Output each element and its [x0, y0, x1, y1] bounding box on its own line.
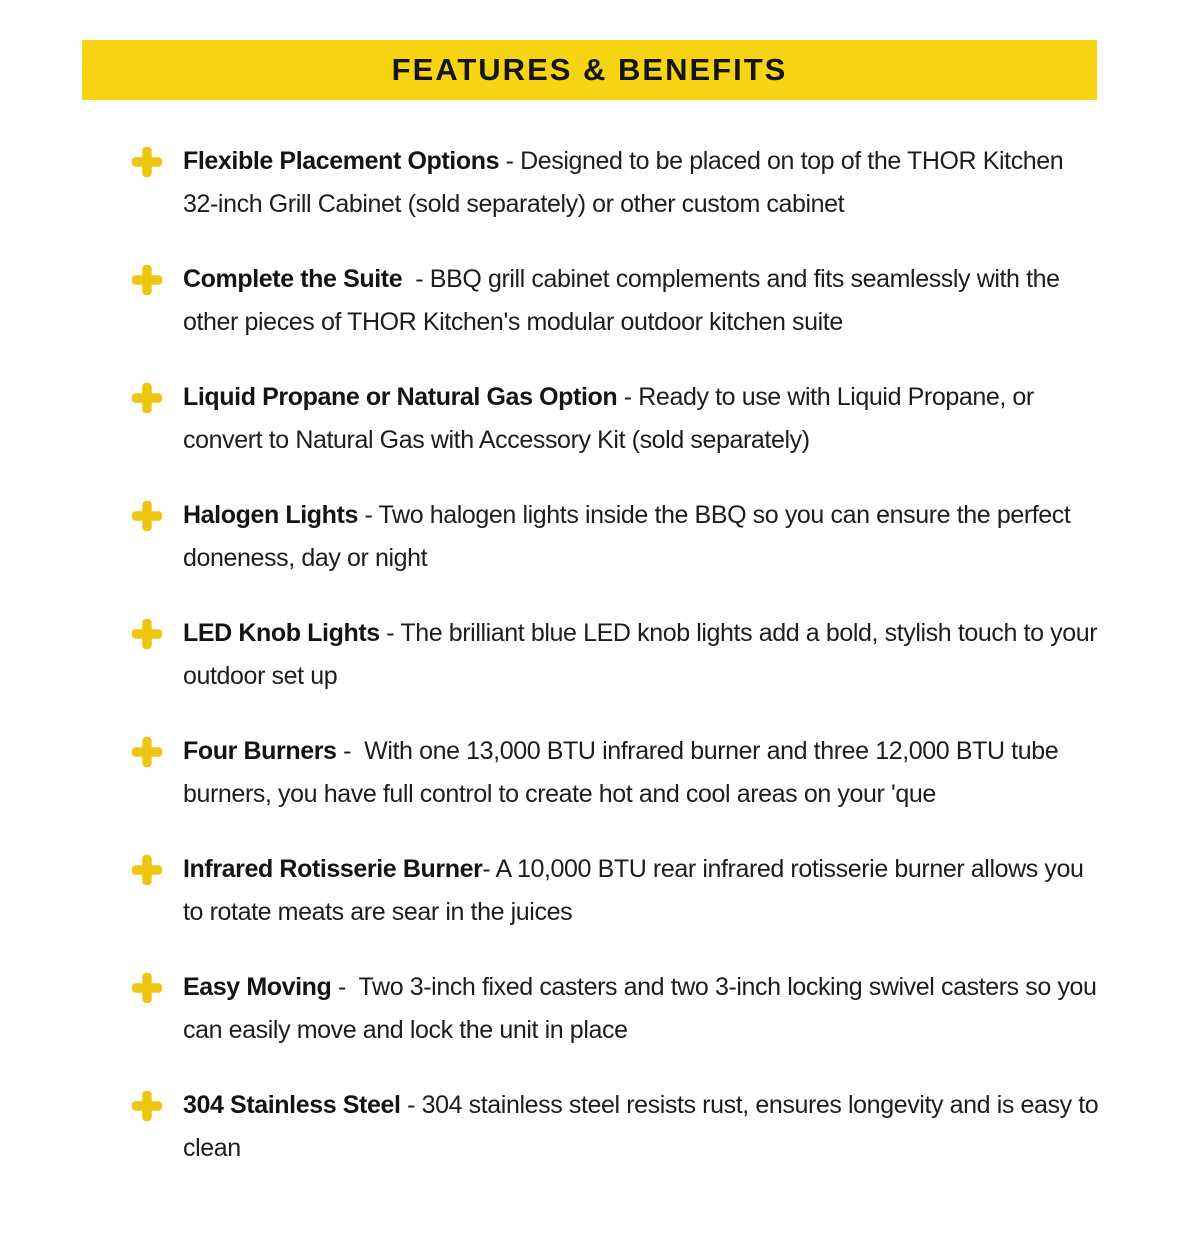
feature-separator: - — [379, 619, 401, 647]
plus-icon — [130, 263, 164, 297]
feature-title: LED Knob Lights — [183, 619, 380, 647]
feature-description: Ready to use with Liquid Propane, or convert to Natural Gas with Accessory Kit (sold separately) — [183, 383, 1041, 454]
feature-text — [183, 140, 1100, 226]
feature-title: 304 Stainless Steel — [183, 1091, 401, 1119]
feature-separator: - — [402, 265, 430, 293]
feature-separator: - — [499, 147, 521, 175]
feature-text — [183, 730, 1100, 816]
feature-title: Flexible Placement Options — [183, 147, 500, 175]
feature-title: Complete the Suite — [183, 265, 403, 293]
feature-description: A 10,000 BTU rear infrared rotisserie burner allows you to rotate meats are sear in the juices — [183, 855, 1091, 926]
feature-title: Halogen Lights — [183, 501, 358, 529]
feature-separator: - — [331, 973, 359, 1001]
feature-item-infrared-rotisserie — [130, 848, 1100, 934]
feature-item-flexible-placement — [130, 140, 1100, 226]
feature-text — [183, 258, 1100, 344]
feature-item-complete-suite — [130, 258, 1100, 344]
feature-item-led-knob-lights — [130, 612, 1104, 698]
feature-description: 304 stainless steel resists rust, ensures longevity and is easy to clean — [183, 1091, 1105, 1162]
plus-icon — [130, 853, 164, 887]
feature-item-propane-natural-gas — [130, 376, 1100, 462]
feature-separator: - — [482, 855, 496, 883]
plus-icon — [130, 499, 164, 533]
feature-separator: - — [617, 383, 639, 411]
feature-title: Infrared Rotisserie Burner — [183, 855, 483, 883]
feature-text — [183, 966, 1104, 1052]
plus-icon — [130, 735, 164, 769]
feature-text — [183, 376, 1100, 462]
feature-title: Four Burners — [183, 737, 337, 765]
feature-text — [183, 1084, 1105, 1170]
plus-icon — [130, 381, 164, 415]
feature-item-four-burners — [130, 730, 1100, 816]
feature-description: BBQ grill cabinet complements and fits seamlessly with the other pieces of THOR Kitchen's modular outdoor kitchen suite — [183, 265, 1067, 336]
features-list — [0, 140, 1200, 1170]
feature-item-easy-moving — [130, 966, 1104, 1052]
feature-separator: - — [357, 501, 379, 529]
feature-title: Liquid Propane or Natural Gas Option — [183, 383, 618, 411]
feature-text — [183, 848, 1100, 934]
feature-description: Designed to be placed on top of the THOR Kitchen 32-inch Grill Cabinet (sold separately) or other custom cabinet — [183, 147, 1070, 218]
feature-item-halogen-lights — [130, 494, 1100, 580]
feature-separator: - — [336, 737, 365, 765]
plus-icon — [130, 971, 164, 1005]
page-title: FEATURES & BENEFITS — [391, 52, 788, 87]
feature-text — [183, 612, 1104, 698]
plus-icon — [130, 145, 164, 179]
feature-text — [183, 494, 1100, 580]
feature-description: Two 3-inch fixed casters and two 3-inch locking swivel casters so you can easily move and lock the unit in place — [183, 973, 1104, 1044]
plus-icon — [130, 617, 164, 651]
feature-description: The brilliant blue LED knob lights add a bold, stylish touch to your outdoor set up — [183, 619, 1104, 690]
plus-icon — [130, 1089, 164, 1123]
feature-description: With one 13,000 BTU infrared burner and three 12,000 BTU tube burners, you have full control to create hot and cool areas on your 'que — [183, 737, 1065, 808]
feature-title: Easy Moving — [183, 973, 332, 1001]
feature-item-stainless-steel — [130, 1084, 1105, 1170]
section-header — [82, 40, 1097, 100]
feature-separator: - — [400, 1091, 422, 1119]
feature-description: Two halogen lights inside the BBQ so you can ensure the perfect doneness, day or night — [183, 501, 1077, 572]
